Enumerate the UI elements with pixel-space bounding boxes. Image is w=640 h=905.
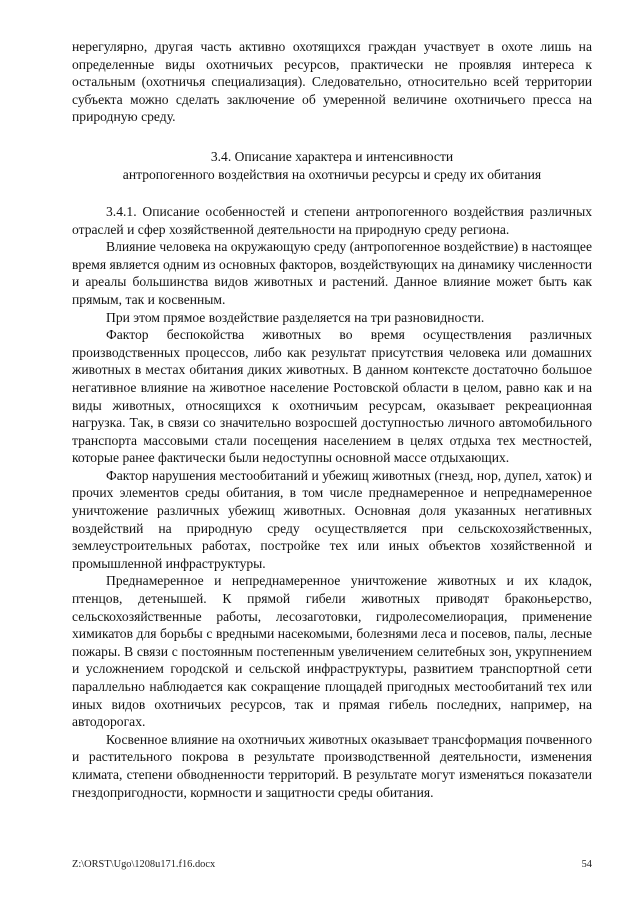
- section-title: [72, 148, 592, 185]
- paragraph: Фактор нарушения местообитаний и убежищ животных (гнезд, нор, дупел, хаток) и прочих элементов среды обитания, в том числе преднамеренное и непреднамеренное уничтожение различных убежищ животных. Основная доля указанных негативных воздействий на природную среду осуществляется при сельскохозяйственных, землеустроительных работах, постройке тех или иных объектов хозяйственной и промышленной инфраструктуры.: [72, 467, 592, 571]
- paragraph: Косвенное влияние на охотничьих животных оказывает трансформация почвенного и растительного покрова в результате производственной деятельности, изменения климата, степени обводненности территорий. В результате могут изменяться показатели гнездопригодности, кормности и защитности среды обитания.: [72, 731, 592, 800]
- paragraph: Влияние человека на окружающую среду (антропогенное воздействие) в настоящее время является одним из основных факторов, воздействующих на динамику численности и ареалы большинства видов животных и растений. Данное влияние может быть как прямым, так и косвенным.: [72, 239, 592, 307]
- paragraph: Фактор беспокойства животных во время осуществления различных производственных процессов, либо как результат присутствия человека или домашних животных в местах обитания диких животных. В данном контексте достаточно большое негативное влияние на животное население Ростовской области в целом, равно как и на виды животных, относящихся к охотничьим ресурсам, оказывает рекреационная нагрузка. Так, в связи со значительно возросшей доступностью личного автомобильного транспорта массовыми стали посещения населением в целях отдыха тех местностей, которые ранее фактически были недоступны основной массе отдыхающих.: [72, 327, 592, 466]
- file-path: Z:\ORST\Ugo\1208u171.f16.docx: [72, 859, 216, 870]
- paragraph: При этом прямое воздействие разделяется на три разновидности.: [106, 309, 485, 325]
- continuation-paragraph: нерегулярно, другая часть активно охотящихся граждан участвует в охоте лишь на определенные виды охотничьих ресурсов, практически не проявляя интереса к остальным (охотничья специализация). Следовательно, относительно всей территории субъекта можно сделать заключение об умеренной величине охотничьего пресса на природную среду.: [72, 39, 592, 125]
- section-title-line-1: 3.4. Описание характера и интенсивности: [210, 148, 454, 164]
- paragraph-subsection: 3.4.1. Описание особенностей и степени антропогенного воздействия различных отраслей и сфер хозяйственной деятельности на природную среду региона.: [72, 203, 592, 237]
- page-number: 54: [581, 859, 592, 870]
- document-body: [72, 38, 592, 801]
- page-footer: [72, 856, 592, 874]
- section-title-line-2: антропогенного воздействия на охотничьи ресурсы и среду их обитания: [122, 167, 542, 183]
- paragraph: Преднамеренное и непреднамеренное уничтожение животных и их кладок, птенцов, детенышей. К прямой гибели животных приводят браконьерство, сельскохозяйственные работы, лесозаготовки, гидролесомелиорация, применение химикатов для борьбы с вредными насекомыми, болезнями леса и посевов, палы, лесные пожары. В связи с постоянным постепенным увеличением селитебных зон, укрупнением и усложнением городской и сельской инфраструктуры, развитием транспортной сети параллельно наблюдается как сокращение площадей пригодных местообитаний тех или иных видов охотничьих ресурсов, так и прямая гибель последних, например, на автодорогах.: [72, 573, 592, 730]
